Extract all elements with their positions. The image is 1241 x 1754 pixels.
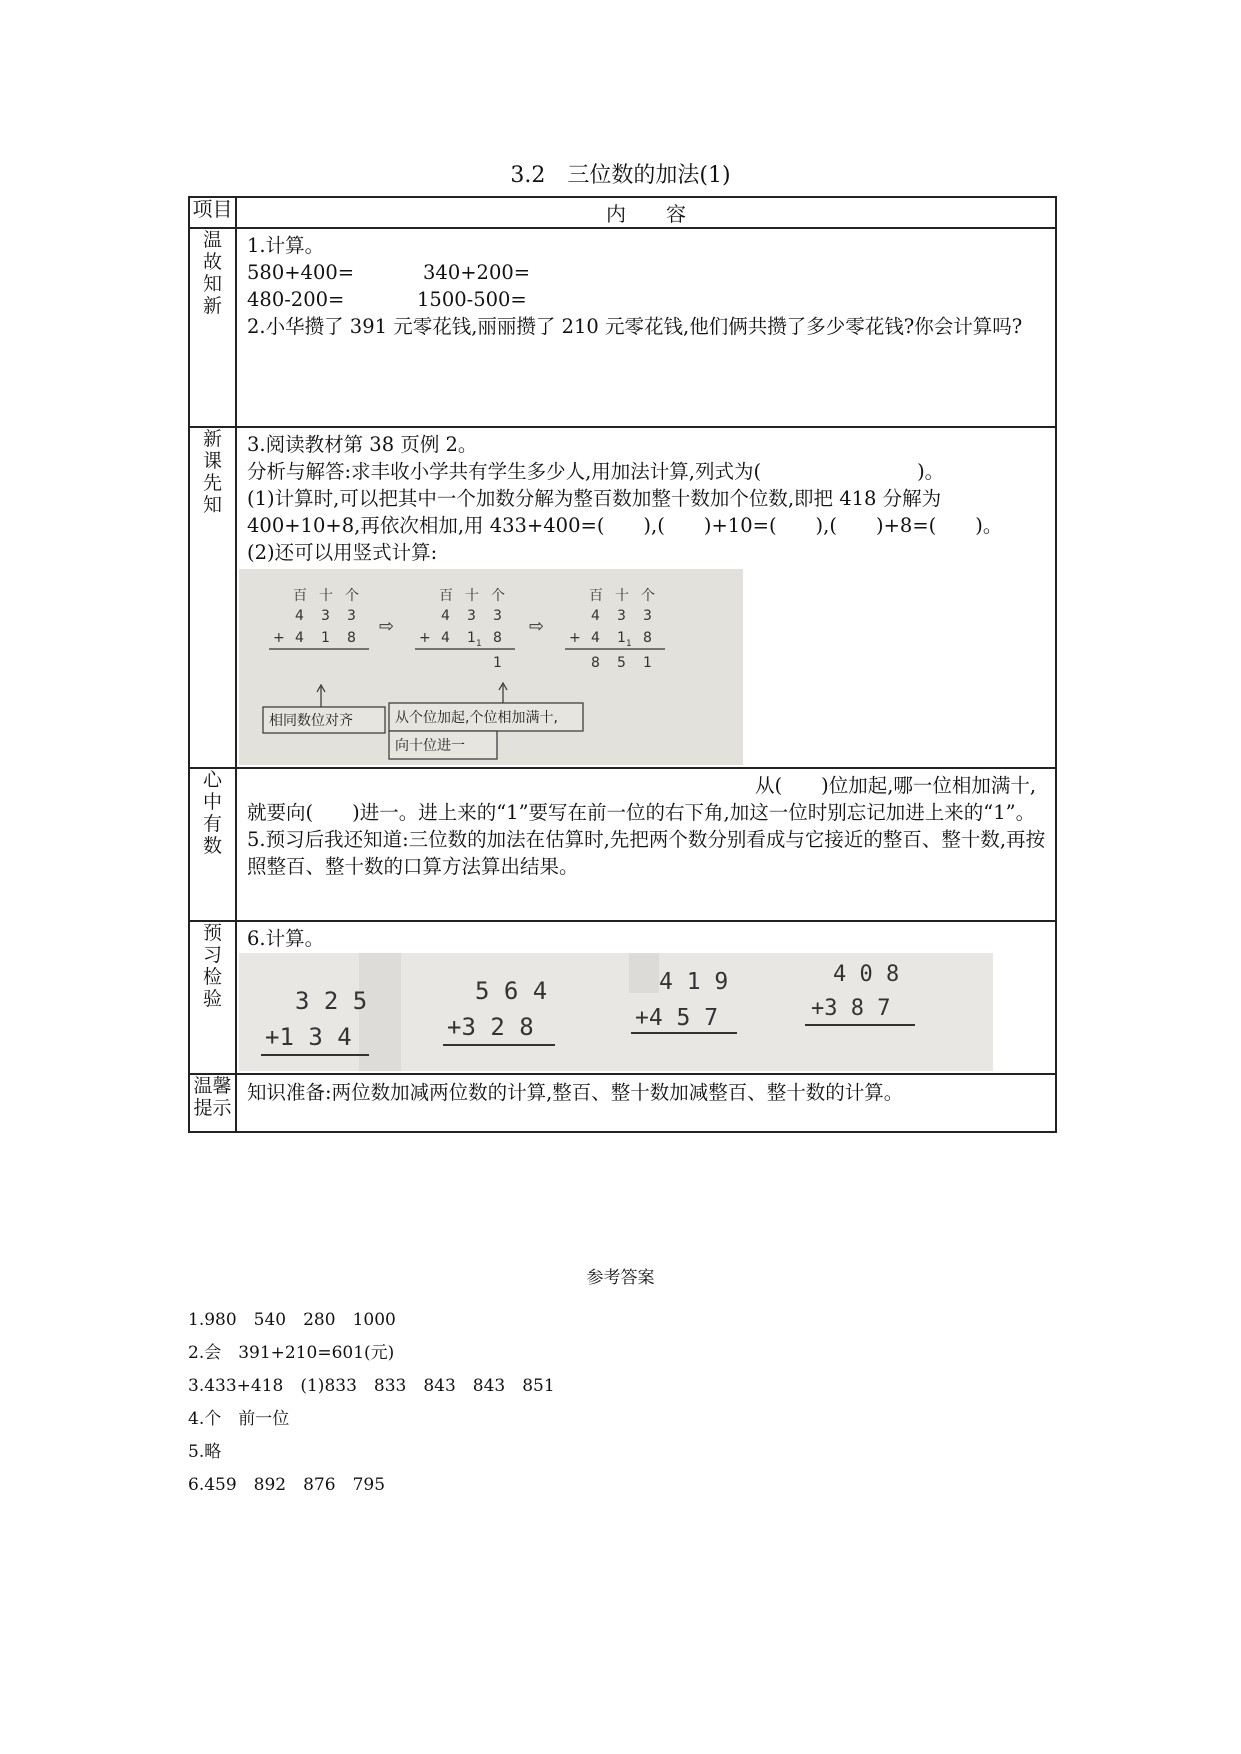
partial-result-digit: 1 <box>493 655 502 671</box>
problem-1-bottom: +1 3 4 <box>265 1023 352 1051</box>
place-hundreds: 百 <box>589 588 603 604</box>
calc-1b: 340+200= <box>423 261 531 284</box>
result-digit: 1 <box>643 655 652 671</box>
problem-1-top: 3 2 5 <box>295 987 368 1015</box>
bottom-digit: 1 <box>467 630 476 646</box>
place-tens: 十 <box>615 588 629 604</box>
top-digit: 4 <box>295 608 304 624</box>
top-digit: 4 <box>591 608 600 624</box>
problem-4-top: 4 0 8 <box>833 962 900 987</box>
bottom-digit: 4 <box>295 630 304 646</box>
label-add: 从个位加起,个位相加满十, <box>395 710 558 726</box>
plus-sign: + <box>419 630 431 646</box>
vertical-addition-figure <box>239 569 743 765</box>
check-content <box>237 922 1055 1073</box>
problem-2-bottom: +3 2 8 <box>447 1013 534 1041</box>
question-3: 3.阅读教材第 38 页例 2。 <box>247 433 478 456</box>
row-label-warmup: 温故知新 <box>202 229 222 317</box>
question-1: 1.计算。 <box>247 234 325 257</box>
analysis-text: 分析与解答:求丰收小学共有学生多少人,用加法计算,列式为( )。 <box>247 460 945 483</box>
bottom-digit: 4 <box>591 630 600 646</box>
row-warmup <box>189 228 1056 427</box>
answer-line: 2.会 391+210=601(元) <box>188 1343 395 1363</box>
bottom-digit: 8 <box>493 630 502 646</box>
carry-mark: 1 <box>476 639 482 649</box>
place-ones: 个 <box>491 588 505 604</box>
calc-1a: 580+400= <box>247 261 355 284</box>
practice-problems-figure <box>239 953 993 1071</box>
bottom-digit: 8 <box>347 630 356 646</box>
place-tens: 十 <box>465 588 479 604</box>
arrow-icon: ⇨ <box>379 616 395 637</box>
header-content-label: 内 容 <box>236 197 1056 228</box>
top-digit: 4 <box>441 608 450 624</box>
row-check <box>189 921 1056 1074</box>
problem-3-bottom: +4 5 7 <box>635 1005 719 1031</box>
row-label-check: 预习检验 <box>202 922 222 1010</box>
place-ones: 个 <box>641 588 655 604</box>
row-label-mind: 心中有数 <box>202 769 222 857</box>
row-preview <box>189 427 1056 768</box>
top-digit: 3 <box>347 608 356 624</box>
top-digit: 3 <box>617 608 626 624</box>
bottom-digit: 8 <box>643 630 652 646</box>
place-hundreds: 百 <box>439 588 453 604</box>
carry-mark: 1 <box>626 639 632 649</box>
question-2: 2.小华攒了 391 元零花钱,丽丽攒了 210 元零花钱,他们俩共攒了多少零花钱?你会计算吗? <box>247 315 1023 338</box>
answer-line: 6.459 892 876 795 <box>188 1475 386 1495</box>
label-carry: 向十位进一 <box>395 738 465 754</box>
arrow-icon: ⇨ <box>529 616 545 637</box>
bottom-digit: 4 <box>441 630 450 646</box>
warmup-content <box>237 229 1055 342</box>
row-label-preview: 新课先知 <box>202 428 222 516</box>
row-label-tip: 温馨提示 <box>193 1075 232 1119</box>
top-digit: 3 <box>493 608 502 624</box>
bottom-digit: 1 <box>321 630 330 646</box>
table-header-row <box>189 197 1056 228</box>
top-digit: 3 <box>467 608 476 624</box>
step-1a: (1)计算时,可以把其中一个加数分解为整百数加整十数加个位数,即把 418 分解为 <box>247 487 942 510</box>
question-5: 5.预习后我还知道:三位数的加法在估算时,先把两个数分别看成与它接近的整百、整十数,再按照整百、整十数的口算方法算出结果。 <box>247 828 1046 878</box>
place-ones: 个 <box>345 588 359 604</box>
result-digit: 8 <box>591 655 600 671</box>
calc-1c: 480-200= <box>247 288 345 311</box>
step-1b: 400+10+8,再依次相加,用 433+400=( ),( )+10=( ),( )+8=( )。 <box>247 514 1003 537</box>
bottom-digit: 1 <box>617 630 626 646</box>
calc-1d: 1500-500= <box>417 288 527 311</box>
answer-key-heading: 参考答案 <box>586 1268 655 1288</box>
question-4-line2: 就要向( )进一。进上来的“1”要写在前一位的右下角,加这一位时别忘记加进上来的“1”。 <box>247 801 1036 824</box>
problem-2-top: 5 6 4 <box>475 977 548 1005</box>
question-6: 6.计算。 <box>247 927 325 950</box>
answer-line: 4.个 前一位 <box>188 1409 290 1429</box>
plus-sign: + <box>273 630 285 646</box>
problem-3-top: 4 1 9 <box>659 969 729 995</box>
place-hundreds: 百 <box>293 588 307 604</box>
answer-line: 5.略 <box>188 1442 222 1462</box>
worksheet-table <box>188 196 1057 1133</box>
header-item-label: 项目 <box>189 197 236 228</box>
result-digit: 5 <box>617 655 626 671</box>
mind-content <box>237 769 1055 882</box>
question-4-line1: 从( )位加起,哪一位相加满十, <box>755 774 1037 797</box>
preview-content <box>237 428 1055 767</box>
answer-line: 3.433+418 (1)833 833 843 843 851 <box>188 1376 555 1396</box>
top-digit: 3 <box>321 608 330 624</box>
top-digit: 3 <box>643 608 652 624</box>
problem-4-bottom: +3 8 7 <box>811 996 891 1021</box>
step-2: (2)还可以用竖式计算: <box>247 541 438 564</box>
row-tip <box>189 1074 1056 1132</box>
answer-line: 1.980 540 280 1000 <box>188 1310 396 1330</box>
label-align: 相同数位对齐 <box>269 713 353 729</box>
answer-key <box>188 1268 655 1502</box>
plus-sign: + <box>569 630 581 646</box>
place-tens: 十 <box>319 588 333 604</box>
tip-content: 知识准备:两位数加减两位数的计算,整百、整十数加减整百、整十数的计算。 <box>247 1081 904 1104</box>
page-title: 3.2 三位数的加法(1) <box>510 163 731 188</box>
row-mind <box>189 768 1056 921</box>
